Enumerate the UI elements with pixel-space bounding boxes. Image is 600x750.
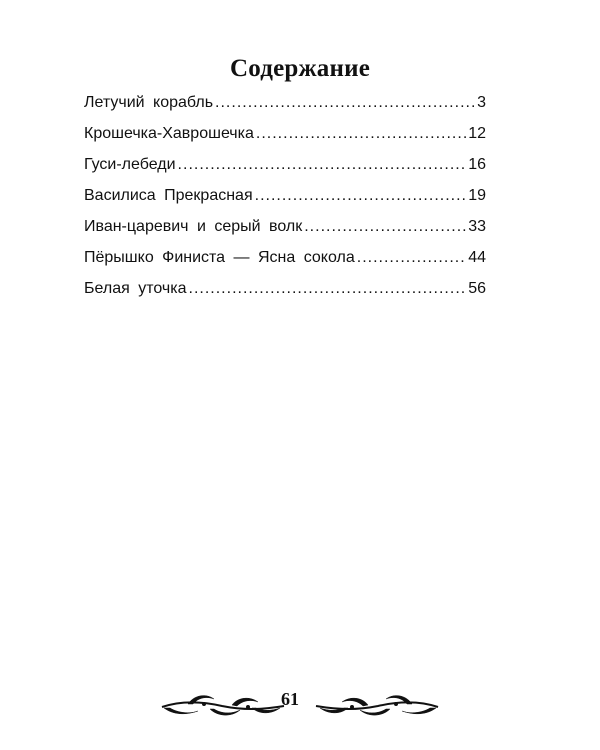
page-footer [0,686,600,726]
flourish-right-icon [312,690,440,720]
dot-leader [178,156,467,174]
toc-entry-page: 12 [468,125,486,142]
toc-entry-page: 56 [468,280,486,297]
toc-entry[interactable] [84,249,486,280]
toc-entry[interactable] [84,94,486,125]
toc-entry-title: Крошечка-Хаврошечка [84,125,254,142]
table-of-contents [84,94,486,311]
page-title: Содержание [229,54,370,82]
dot-leader [357,249,466,267]
toc-entry[interactable] [84,156,486,187]
toc-entry[interactable] [84,125,486,156]
toc-entry-title: Гуси-лебеди [84,156,176,173]
toc-entry[interactable] [84,280,486,311]
toc-entry-page: 3 [477,94,486,111]
toc-entry-title: Иван-царевич и серый волк [84,218,303,235]
dot-leader [256,125,466,143]
toc-entry-page: 16 [468,156,486,173]
dot-leader [255,187,467,205]
toc-entry-title: Пёрышко Финиста — Ясна сокола [84,249,355,266]
toc-entry[interactable] [84,218,486,249]
toc-entry-title: Василиса Прекрасная [84,187,253,204]
toc-entry-title: Летучий корабль [84,94,214,111]
toc-entry-title: Белая уточка [84,280,187,297]
dot-leader [215,94,475,112]
dot-leader [304,218,466,236]
dot-leader [189,280,467,298]
toc-entry-page: 33 [468,218,486,235]
toc-entry-page: 19 [468,187,486,204]
toc-entry[interactable] [84,187,486,218]
toc-entry-page: 44 [468,249,486,266]
flourish-left-icon [160,690,288,720]
page-number: 61 [281,689,299,709]
